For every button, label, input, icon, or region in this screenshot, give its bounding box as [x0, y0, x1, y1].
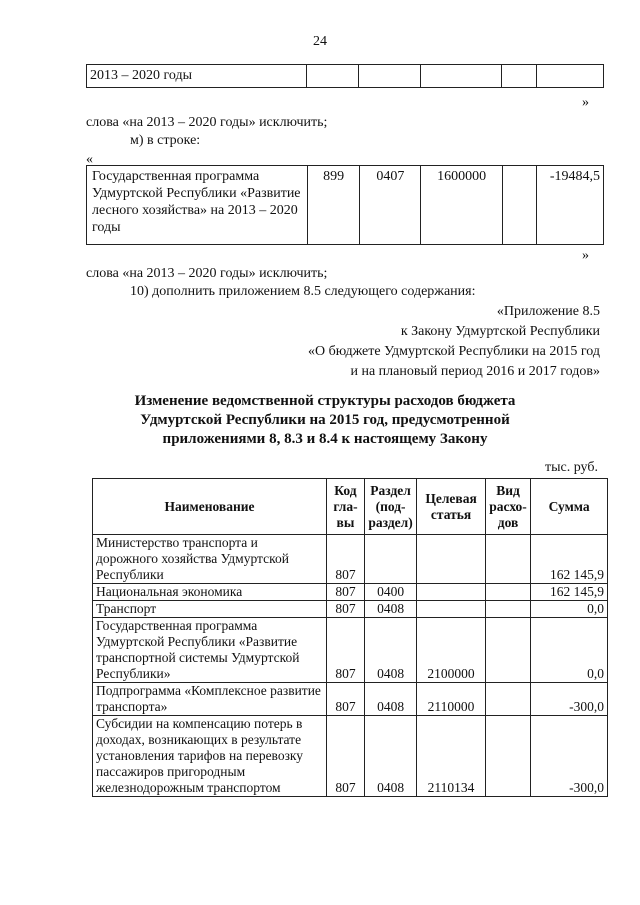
row-vid-cell	[485, 683, 531, 716]
appendix-line-3: «О бюджете Удмуртской Республики на 2015 год	[307, 344, 600, 359]
row-sum: -19484,5	[536, 166, 603, 245]
row-vid-cell	[485, 716, 531, 797]
row-vid-cell	[485, 584, 531, 601]
row-target-cell	[417, 601, 485, 618]
header-target: Целевая статья	[417, 479, 485, 535]
row-code-cell: 807	[327, 601, 365, 618]
row-target-cell: 2110134	[417, 716, 485, 797]
row-name-cell: Субсидии на компенсацию потерь в доходах, возникающих в результате установления тарифов на перевозку пассажиров пригородным железнодорожным транспортом	[93, 716, 327, 797]
row-target: 1600000	[421, 166, 503, 245]
row-target-cell: 2100000	[417, 618, 485, 683]
row-section-cell: 0408	[364, 601, 416, 618]
row-section-cell: 0408	[364, 716, 416, 797]
text-line-1: слова «на 2013 – 2020 годы» исключить;	[86, 115, 328, 130]
top-table-text: 2013 – 2020 годы	[87, 65, 307, 88]
appendix-line-1: «Приложение 8.5	[496, 304, 600, 319]
close-quote-2: »	[582, 248, 589, 263]
row-vid-cell	[485, 601, 531, 618]
table-row	[93, 618, 608, 683]
row-sum-cell: -300,0	[531, 683, 608, 716]
row-name-cell: Национальная экономика	[93, 584, 327, 601]
row-vid-cell	[485, 618, 531, 683]
row-sum-cell: 162 145,9	[531, 535, 608, 584]
row-name-cell: Министерство транспорта и дорожного хозяйства Удмуртской Республики	[93, 535, 327, 584]
table-row	[93, 716, 608, 797]
table-row	[93, 584, 608, 601]
open-quote: «	[86, 152, 93, 167]
row-section-cell: 0408	[364, 683, 416, 716]
row-target-cell	[417, 584, 485, 601]
row-vid-cell	[485, 535, 531, 584]
row-sum-cell: 0,0	[531, 601, 608, 618]
row-code-cell: 807	[327, 535, 365, 584]
top-table	[86, 64, 604, 88]
row-code-cell: 807	[327, 683, 365, 716]
row-sum-cell: 0,0	[531, 618, 608, 683]
header-vid: Вид расхо- дов	[485, 479, 531, 535]
row-name-cell: Подпрограмма «Комплексное развитие транспорта»	[93, 683, 327, 716]
row-section-cell: 0400	[364, 584, 416, 601]
row-vid	[502, 166, 536, 245]
program-row-table	[86, 165, 604, 245]
table-row	[93, 535, 608, 584]
row-code-cell: 807	[327, 618, 365, 683]
header-sum: Сумма	[531, 479, 608, 535]
page-number: 24	[313, 34, 327, 49]
row-target-cell	[417, 535, 485, 584]
section-heading: Изменение ведомственной структуры расходов бюджета Удмуртской Республики на 2015 год, предусмотренной приложениями 8, 8.3 и 8.4 к настоящему Закону	[134, 393, 516, 447]
text-line-4: 10) дополнить приложением 8.5 следующего содержания:	[130, 284, 476, 299]
header-name: Наименование	[93, 479, 327, 535]
text-line-3: слова «на 2013 – 2020 годы» исключить;	[86, 266, 328, 281]
row-section-cell: 0408	[364, 618, 416, 683]
row-name-cell: Государственная программа Удмуртской Республики «Развитие транспортной системы Удмуртской Республики»	[93, 618, 327, 683]
row-name: Государственная программа Удмуртской Республики «Развитие лесного хозяйства» на 2013 – 2020 годы	[87, 166, 308, 245]
units-label: тыс. руб.	[545, 460, 598, 475]
row-code-cell: 807	[327, 584, 365, 601]
row-section: 0407	[360, 166, 421, 245]
row-section-cell	[364, 535, 416, 584]
row-name-cell: Транспорт	[93, 601, 327, 618]
table-row	[93, 683, 608, 716]
text-line-2: м) в строке:	[130, 133, 201, 148]
row-code-cell: 807	[327, 716, 365, 797]
main-table	[92, 478, 608, 797]
appendix-line-2: к Закону Удмуртской Республики	[400, 324, 600, 339]
row-code: 899	[307, 166, 360, 245]
header-code: Код гла- вы	[327, 479, 365, 535]
appendix-line-4: и на плановый период 2016 и 2017 годов»	[350, 364, 600, 379]
row-target-cell: 2110000	[417, 683, 485, 716]
row-sum-cell: -300,0	[531, 716, 608, 797]
appendix-header	[308, 302, 600, 382]
header-section: Раздел (под- раздел)	[364, 479, 416, 535]
close-quote-1: »	[582, 95, 589, 110]
row-sum-cell: 162 145,9	[531, 584, 608, 601]
table-row	[93, 601, 608, 618]
